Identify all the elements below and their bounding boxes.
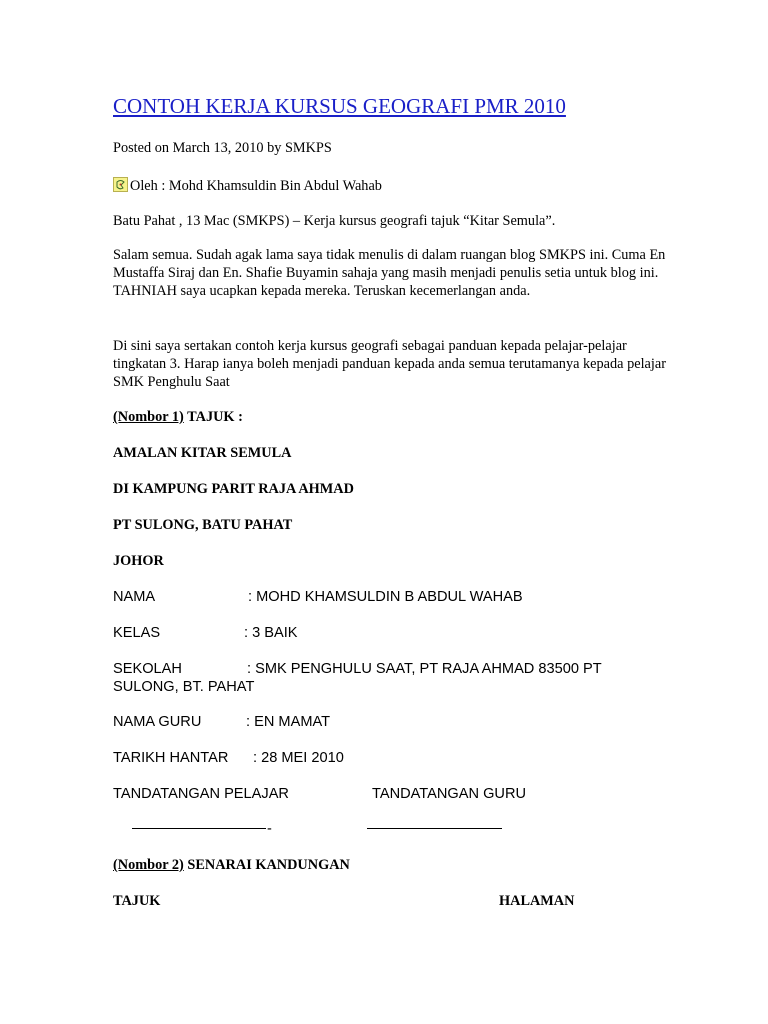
- toc-header-tajuk: TAJUK: [113, 893, 161, 909]
- heading-line-4: JOHOR: [113, 553, 164, 569]
- signature-student-line: [132, 828, 266, 829]
- signature-student-label: TANDATANGAN PELAJAR: [113, 786, 289, 802]
- section-2-number: (Nombor 2): [113, 857, 184, 873]
- lead-paragraph: Batu Pahat , 13 Mac (SMKPS) – Kerja kursus geografi tajuk “Kitar Semula”.: [113, 213, 556, 229]
- signature-teacher-line: [367, 828, 502, 829]
- toc-header-halaman: HALAMAN: [499, 893, 575, 909]
- field-value: : MOHD KHAMSULDIN B ABDUL WAHAB: [248, 589, 523, 605]
- guide-paragraph: Di sini saya sertakan contoh kerja kursus geografi sebagai panduan kepada pelajar-pelajar tingkatan 3. Harap ianya boleh menjadi panduan kepada anda semua terutamanya kepada pelajar SMK Penghulu Saat: [113, 338, 666, 390]
- section-2-label: SENARAI KANDUNGAN: [183, 857, 350, 873]
- signature-teacher-label: TANDATANGAN GURU: [372, 786, 527, 802]
- broken-image-icon[interactable]: [113, 177, 128, 192]
- field-label: SEKOLAH: [113, 661, 182, 677]
- author-text: Oleh : Mohd Khamsuldin Bin Abdul Wahab: [130, 178, 382, 194]
- field-label: NAMA GURU: [113, 714, 202, 730]
- signature-student-line-end: -: [267, 821, 272, 837]
- heading-line-1: AMALAN KITAR SEMULA: [113, 445, 292, 461]
- field-value: : 3 BAIK: [244, 625, 298, 641]
- section-1-number: (Nombor 1): [113, 409, 184, 425]
- field-label: NAMA: [113, 589, 156, 605]
- page-title[interactable]: CONTOH KERJA KURSUS GEOGRAFI PMR 2010: [113, 94, 566, 118]
- field-label: KELAS: [113, 625, 161, 641]
- field-value: : SMK PENGHULU SAAT, PT RAJA AHMAD 83500 PT: [247, 661, 602, 677]
- section-1-heading: [113, 408, 243, 426]
- field-label: TARIKH HANTAR: [113, 750, 229, 766]
- field-value: : 28 MEI 2010: [253, 750, 344, 766]
- section-2-heading: [113, 856, 350, 874]
- heading-line-2: DI KAMPUNG PARIT RAJA AHMAD: [113, 481, 354, 497]
- field-value: : EN MAMAT: [246, 714, 331, 730]
- intro-paragraph: Salam semua. Sudah agak lama saya tidak menulis di dalam ruangan blog SMKPS ini. Cuma En Mustaffa Siraj dan En. Shafie Buyamin sahaja yang masih menjadi penulis setia untuk blog ini. TAHNIAH saya ucapkan kepada mereka. Teruskan kecemerlangan anda.: [113, 247, 666, 299]
- field-row-sekolah-cont: SULONG, BT. PAHAT: [113, 679, 255, 695]
- section-1-label: TAJUK :: [183, 409, 243, 425]
- heading-line-3: PT SULONG, BATU PAHAT: [113, 517, 293, 533]
- author-line: [113, 175, 382, 195]
- posted-meta: Posted on March 13, 2010 by SMKPS: [113, 140, 332, 156]
